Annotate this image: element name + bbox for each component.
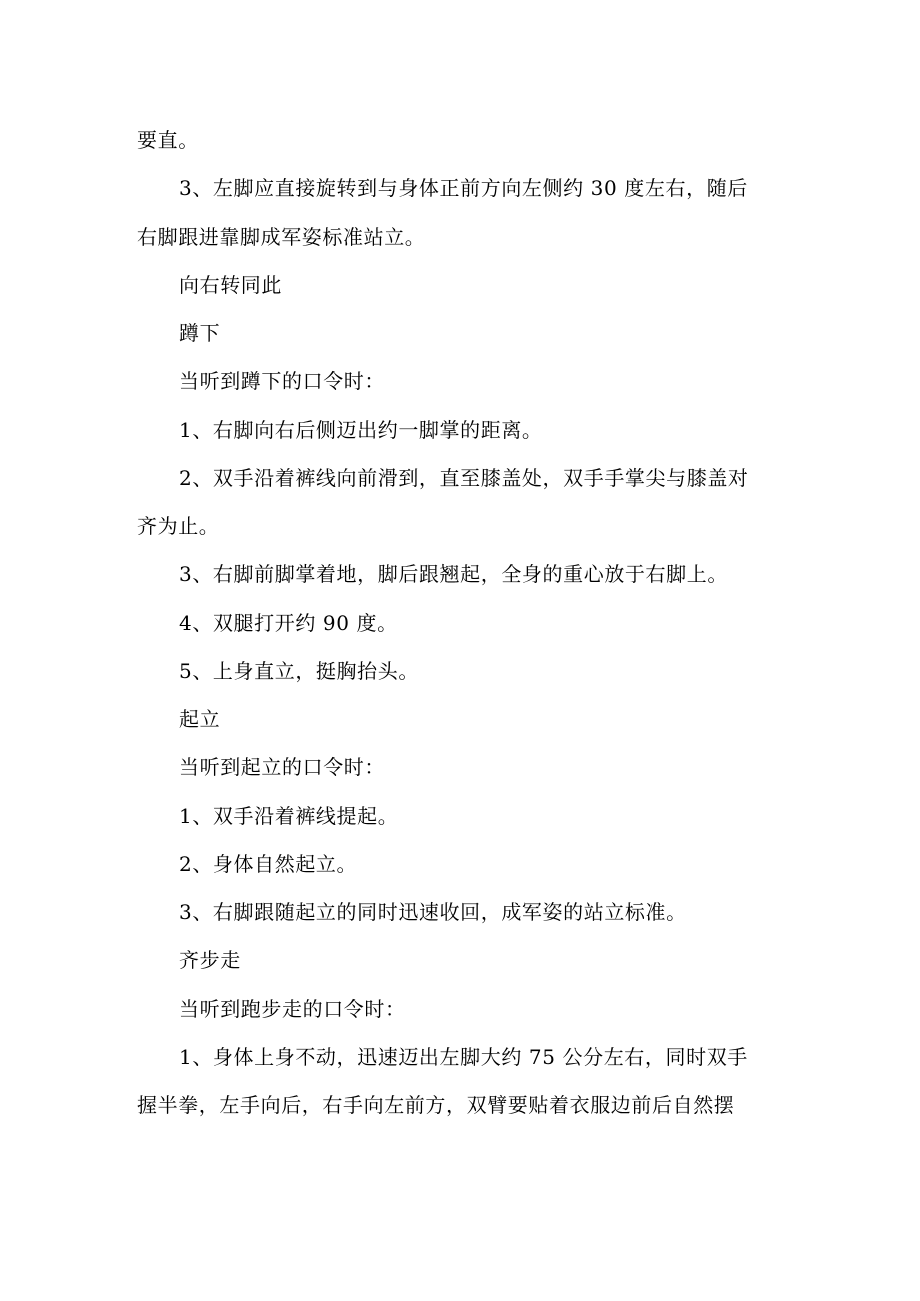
text-line-11: 4、双腿打开约 90 度。 [179,610,398,635]
text-line-1: 要直。 [137,128,199,152]
section-heading-stand-up: 起立 [179,707,221,731]
text-line-21: 握半拳，左手向后，右手向左前方，双臂要贴着衣服边前后自然摆 [137,1093,735,1117]
text-line-7: 1、右脚向右后侧迈出约一脚掌的距离。 [179,417,543,442]
text-line-19: 当听到跑步走的口令时： [179,996,406,1021]
text-line-3: 右脚跟进靠脚成军姿标准站立。 [137,224,426,249]
section-heading-squat: 蹲下 [179,321,221,345]
text-line-10: 3、右脚前脚掌着地，脚后跟翘起，全身的重心放于右脚上。 [179,562,728,587]
text-line-6: 当听到蹲下的口令时： [179,369,385,394]
text-line-20: 1、身体上身不动，迅速迈出左脚大约 75 公分左右，同时双手 [179,1044,748,1069]
text-line-8: 2、双手沿着裤线向前滑到，直至膝盖处，双手手掌尖与膝盖对 [179,465,749,490]
text-line-16: 2、身体自然起立。 [179,851,358,876]
text-line-14: 当听到起立的口令时： [179,755,385,780]
text-line-2: 3、左脚应直接旋转到与身体正前方向左侧约 30 度左右，随后 [179,176,748,201]
text-line-15: 1、双手沿着裤线提起。 [179,803,399,828]
section-heading-march: 齐步走 [179,948,241,973]
text-line-9: 齐为止。 [137,514,220,538]
document-page [137,128,777,1141]
text-line-17: 3、右脚跟随起立的同时迅速收回，成军姿的站立标准。 [179,900,687,924]
text-line-4: 向右转同此 [179,272,282,297]
text-line-12: 5、上身直立，挺胸抬头。 [179,658,419,683]
